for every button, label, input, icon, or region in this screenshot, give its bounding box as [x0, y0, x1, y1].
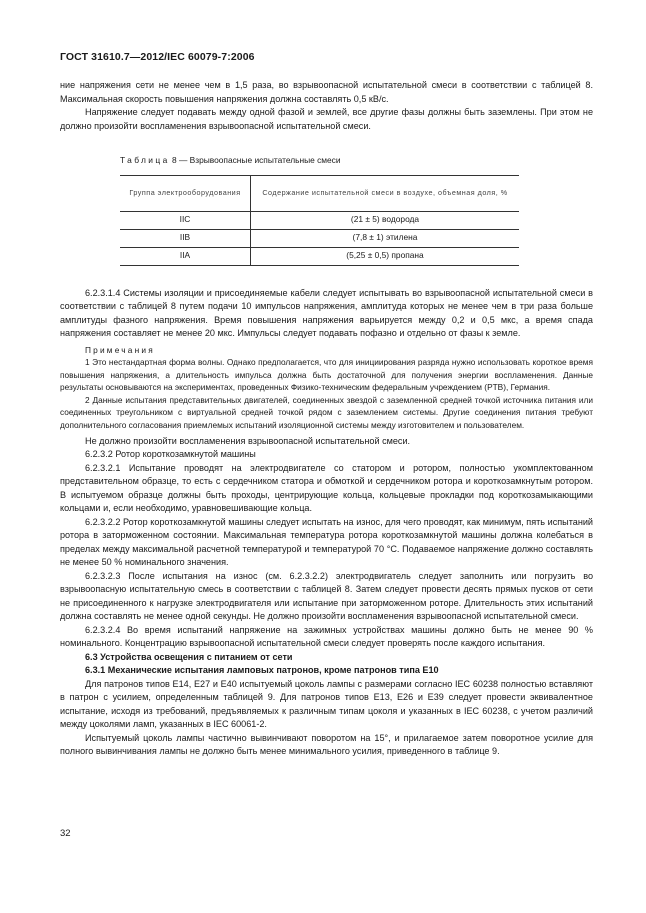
- paragraph-6-3-1-b: Испытуемый цоколь лампы частично вывинчивают поворотом на 15°, и прилагаемое затем поворотное усилие для полного вывинчивания лампы не должно быть менее минимального усилия, приведенного в таблице 9.: [60, 732, 593, 757]
- table-row: [120, 211, 519, 229]
- table-caption-title: 8 — Взрывоопасные испытательные смеси: [171, 155, 341, 165]
- heading-6-3-1: 6.3.1 Механические испытания ламповых патронов, кроме патронов типа E10: [85, 665, 439, 676]
- table-caption-word: Таблица: [120, 155, 170, 165]
- table-row: [120, 229, 519, 247]
- table-row: [120, 247, 519, 265]
- table-cell-content: (5,25 ± 0,5) пропана: [251, 247, 520, 265]
- paragraph-6-2-3-2-2: 6.2.3.2.2 Ротор короткозамкнутой машины следует испытать на износ, для чего проводят, как минимум, пять испытаний ротора в заторможенном состоянии. Максимальная температура ротора короткозамкнутой машины должна колебаться в пределах между максимальной расчетной температурой и температурой 70 °С. Подаваемое напряжение должно составлять не менее 50 % номинального значения.: [60, 516, 593, 568]
- paragraph-intro-1: ние напряжения сети не менее чем в 1,5 раза, во взрывоопасной испытательной смеси в соответствии с таблицей 8. Максимальная скорость повышения напряжения должна составлять 0,5 кВ/с.: [60, 80, 593, 104]
- document-body: [60, 79, 593, 759]
- heading-6-3: 6.3 Устройства освещения с питанием от сети: [85, 651, 293, 662]
- table-cell-group: IIA: [120, 247, 251, 265]
- paragraph-6-2-3-2: 6.2.3.2 Ротор короткозамкнутой машины: [85, 449, 256, 460]
- table-header-group: Группа электрооборудования: [120, 175, 251, 211]
- note-1: 1 Это нестандартная форма волны. Однако предполагается, что для инициирования разряда нужно использовать короткое время повышения напряжения, а длительность импульса должна быть достаточной для получения энергии воспламенения. Данные результаты основываются на экспериментах, проведенных Физико-техническим федеральным учреждением (PTB), Германия.: [60, 357, 593, 393]
- table-cell-group: IIB: [120, 229, 251, 247]
- table-cell-group: IIC: [120, 211, 251, 229]
- table-cell-content: (21 ± 5) водорода: [251, 211, 520, 229]
- table-cell-content: (7,8 ± 1) этилена: [251, 229, 520, 247]
- paragraph-6-3-1-a: Для патронов типов E14, E27 и E40 испытуемый цоколь лампы с размерами согласно IEC 60238 полностью вставляют в патрон с усилием, определенным таблицей 9. Для патронов типов E13, E26 и E39 следует провести эквивалентное испытание, исходя из требований, предъявляемых к различным типам цоколя и указанных в IEC 60238, с учетом различий между цоколями ламп, указанных в IEC 60061-2.: [60, 678, 593, 730]
- mixtures-table: [120, 175, 519, 266]
- page-number: 32: [60, 828, 71, 839]
- notes-title: Примечания: [85, 344, 155, 355]
- table-header-content: Содержание испытательной смеси в воздухе, объемная доля, %: [251, 175, 520, 211]
- page-header: ГОСТ 31610.7—2012/IEC 60079-7:2006: [60, 51, 255, 63]
- paragraph-6-2-3-2-3: 6.2.3.2.3 После испытания на износ (см. 6.2.3.2.2) электродвигатель следует заполнить или погрузить во взрывоопасную испытательную смесь в соответствии с таблицей 8. Затем следует провести десять прямых пусков от сети не присоединенного к нагрузке электродвигателя или испытание при заторможенном роторе. Длительность этих испытаний должна составлять не менее одной секунды. Не должно произойти воспламенения взрывоопасной испытательной смеси.: [60, 570, 593, 622]
- table-header-row: [120, 175, 519, 211]
- paragraph-6-2-3-1-4: 6.2.3.1.4 Системы изоляции и присоединяемые кабели следует испытывать во взрывоопасной испытательной смеси в соответствии с таблицей 8 путем подачи 10 импульсов напряжения, амплитуда которых не менее чем в три раза больше амплитуды фазного напряжения. Время повышения напряжения варьируется между 0,2 и 0,5 мкс, а время спада напряжения составляет не менее 20 мкс. Импульсы следует подавать пофазно и отдельно от фазы к земле.: [60, 287, 593, 338]
- paragraph-6-2-3-2-4: 6.2.3.2.4 Во время испытаний напряжение на зажимных устройствах машины должно быть не менее 90 % номинального. Концентрацию взрывоопасной испытательной смеси следует проверять после каждого испытания.: [60, 624, 593, 649]
- paragraph-intro-2: Напряжение следует подавать между одной фазой и землей, все другие фазы должны быть заземлены. При этом не должно произойти воспламенения взрывоопасной испытательной смеси.: [60, 107, 593, 131]
- paragraph-no-ignition: Не должно произойти воспламенения взрывоопасной испытательной смеси.: [85, 435, 411, 446]
- note-2: 2 Данные испытания представительных двигателей, соединенных звездой с заземленной средней точкой источника питания или соединенных треугольником с виртуальной средней точкой рядом с заземлением системы. Другие соединения питания требуют дополнительного согласования приемлемых испытаний изоляционной системы между изготовителем и пользователем.: [60, 394, 593, 431]
- table-caption: [120, 154, 593, 168]
- paragraph-6-2-3-2-1: 6.2.3.2.1 Испытание проводят на электродвигателе со статором и ротором, полностью укомплектованном представительном образце, то есть с сердечником статора и обмоткой и сердечником ротора и короткозамкнутым ротором. В испытуемом образце должны быть проходы, центрирующие кольца, кольцевые прокладки под короткозамыкающими кольцами и, если необходимо, уравновешивающие кольца.: [60, 462, 593, 514]
